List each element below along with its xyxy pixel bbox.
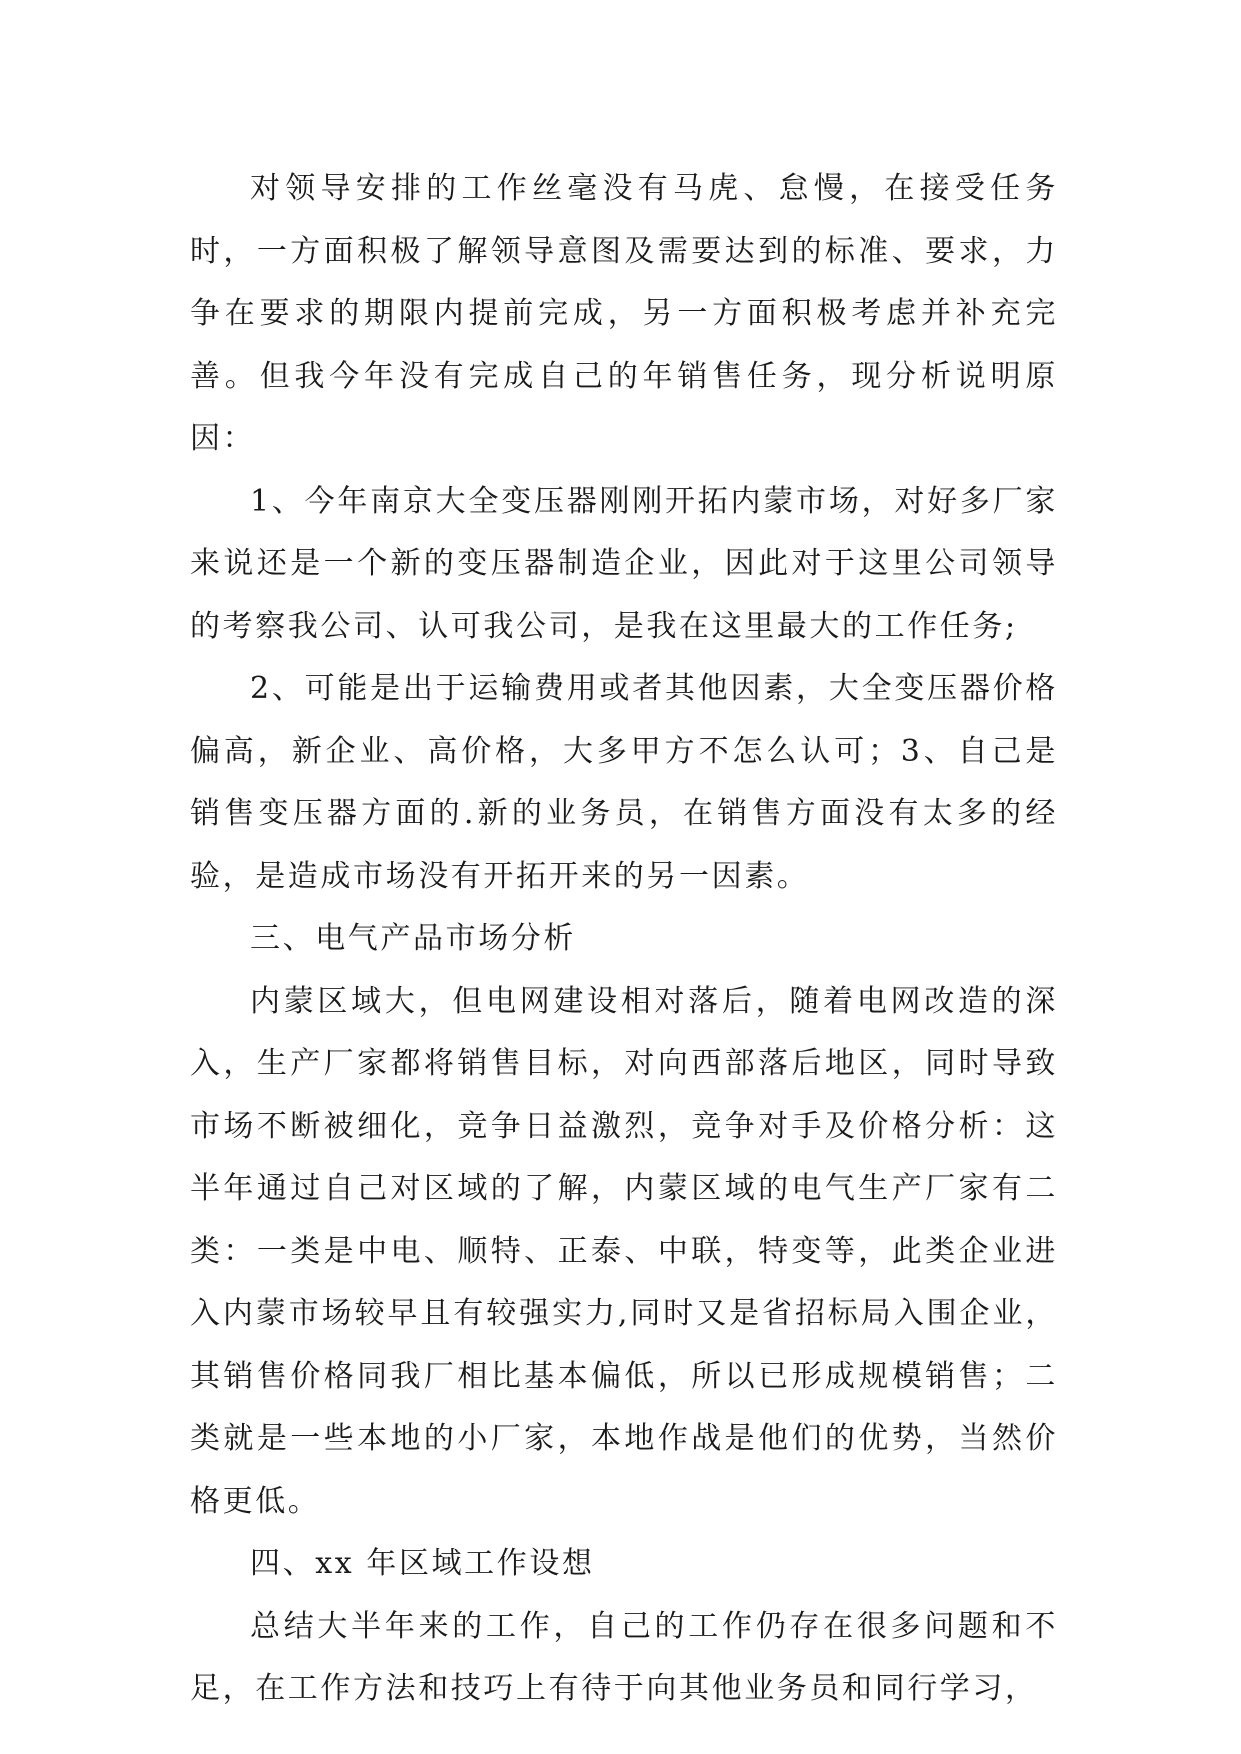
paragraph-reason-1: 1、今年南京大全变压器刚刚开拓内蒙市场，对好多厂家来说还是一个新的变压器制造企业，因此对于这里公司领导的考察我公司、认可我公司，是我在这里最大的工作任务;	[190, 483, 1058, 644]
document-page	[190, 158, 1058, 1721]
section-heading-market-analysis: 三、电气产品市场分析	[250, 921, 576, 956]
section-heading-work-plan: 四、xx 年区域工作设想	[250, 1546, 595, 1581]
paragraph-work-attitude: 对领导安排的工作丝毫没有马虎、怠慢，在接受任务时，一方面积极了解领导意图及需要达到的标准、要求，力争在要求的期限内提前完成，另一方面积极考虑并补充完善。但我今年没有完成自己的年销售任务，现分析说明原因：	[190, 171, 1058, 456]
paragraph-market-analysis: 内蒙区域大，但电网建设相对落后，随着电网改造的深入，生产厂家都将销售目标，对向西部落后地区，同时导致市场不断被细化，竞争日益激烈，竞争对手及价格分析：这半年通过自己对区域的了解，内蒙区域的电气生产厂家有二类：一类是中电、顺特、正泰、中联，特变等，此类企业进入内蒙市场较早且有较强实力,同时又是省招标局入围企业，其销售价格同我厂相比基本偏低，所以已形成规模销售；二类就是一些本地的小厂家，本地作战是他们的优势，当然价格更低。	[190, 983, 1058, 1519]
paragraph-reason-2-3: 2、可能是出于运输费用或者其他因素，大全变压器价格偏高，新企业、高价格，大多甲方不怎么认可；3、自己是销售变压器方面的.新的业务员，在销售方面没有太多的经验，是造成市场没有开拓开来的另一因素。	[190, 671, 1058, 894]
paragraph-work-summary: 总结大半年来的工作，自己的工作仍存在很多问题和不足，在工作方法和技巧上有待于向其他业务员和同行学习，	[190, 1608, 1058, 1706]
